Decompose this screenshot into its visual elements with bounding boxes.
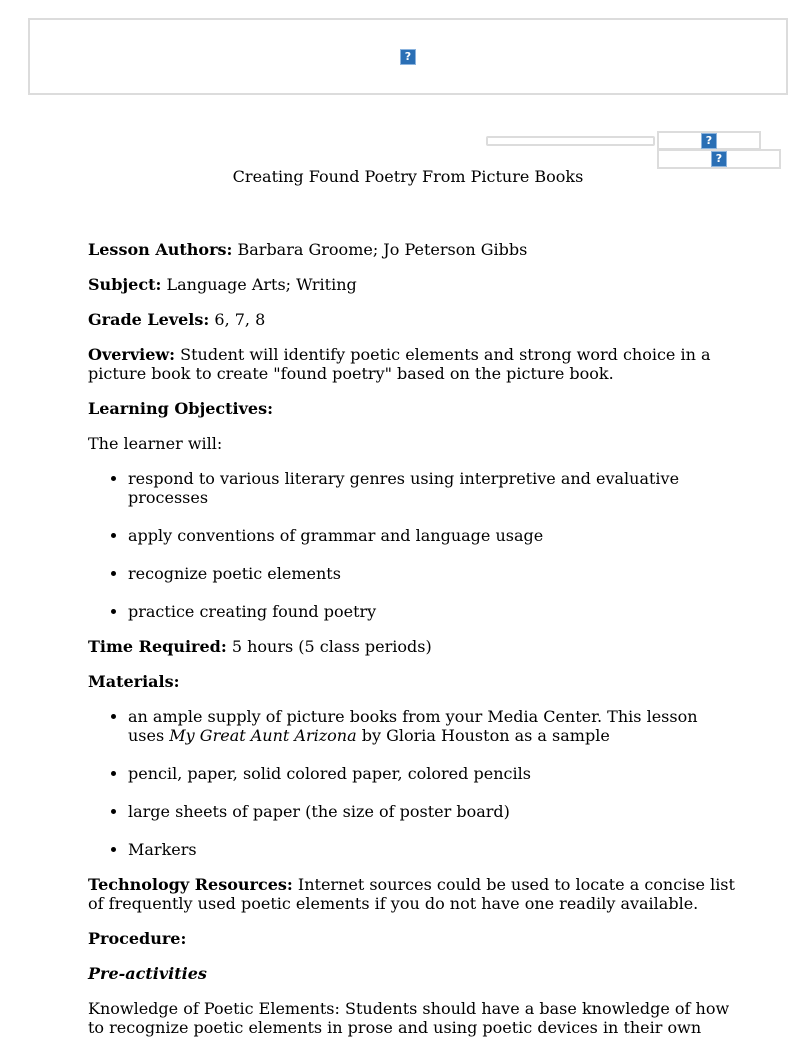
list-item: • recognize poetic elements bbox=[128, 564, 738, 583]
pre-activities-text: Knowledge of Poetic Elements: Students should have a base knowledge of how to recognize poetic elements in prose and using poetic devices in their own bbox=[88, 999, 730, 1037]
page-title: Creating Found Poetry From Picture Books bbox=[232, 167, 584, 186]
broken-image-icon: ? bbox=[711, 151, 727, 167]
field-value: Internet sources could be used to locate a concise list of frequently used poetic elements if you do not have one readily available. bbox=[88, 875, 735, 913]
field-label: Learning Objectives: bbox=[88, 399, 274, 418]
field-value: Barbara Groome; Jo Peterson Gibbs bbox=[232, 240, 528, 259]
banner-image bbox=[28, 18, 788, 95]
time-required-field bbox=[88, 637, 738, 656]
list-item: • apply conventions of grammar and language usage bbox=[128, 526, 738, 545]
book-title: My Great Aunt Arizona bbox=[169, 726, 357, 745]
list-item: • pencil, paper, solid colored paper, colored pencils bbox=[128, 764, 738, 783]
field-label: Procedure: bbox=[88, 929, 187, 948]
field-value: 5 hours (5 class periods) bbox=[226, 637, 432, 656]
technology-resources-field bbox=[88, 875, 738, 913]
objectives-intro: The learner will: bbox=[88, 434, 223, 453]
grade-levels-field bbox=[88, 310, 738, 329]
broken-image-icon: ? bbox=[400, 49, 416, 65]
materials-heading bbox=[88, 672, 738, 691]
overview-field bbox=[88, 345, 738, 383]
field-value: 6, 7, 8 bbox=[209, 310, 266, 329]
materials-list bbox=[88, 707, 738, 859]
list-item: • practice creating found poetry bbox=[128, 602, 738, 621]
authors-field bbox=[88, 240, 738, 259]
decorative-bar-image bbox=[486, 136, 655, 146]
subject-field bbox=[88, 275, 738, 294]
broken-image-icon: ? bbox=[701, 133, 717, 149]
list-item: • an ample supply of picture books from your Media Center. This lesson uses My Great Aunt Arizona by Gloria Houston as a sample bbox=[128, 707, 738, 745]
lesson-content bbox=[88, 240, 738, 1053]
header-image-2 bbox=[657, 149, 781, 169]
pre-activities-heading: Pre-activities bbox=[88, 964, 207, 983]
objectives-heading bbox=[88, 399, 738, 418]
field-label: Grade Levels: bbox=[88, 310, 210, 329]
procedure-heading bbox=[88, 929, 738, 948]
header-image-1 bbox=[657, 131, 761, 150]
objectives-list bbox=[88, 469, 738, 621]
field-label: Lesson Authors: bbox=[88, 240, 233, 259]
field-label: Overview: bbox=[88, 345, 176, 364]
list-item: • large sheets of paper (the size of poster board) bbox=[128, 802, 738, 821]
field-label: Materials: bbox=[88, 672, 180, 691]
field-label: Subject: bbox=[88, 275, 162, 294]
field-label: Time Required: bbox=[88, 637, 227, 656]
field-value: Student will identify poetic elements and strong word choice in a picture book to create "found poetry" based on the picture book. bbox=[88, 345, 711, 383]
list-item: • respond to various literary genres using interpretive and evaluative processes bbox=[128, 469, 738, 507]
field-value: Language Arts; Writing bbox=[161, 275, 357, 294]
list-item: • Markers bbox=[128, 840, 738, 859]
field-label: Technology Resources: bbox=[88, 875, 293, 894]
